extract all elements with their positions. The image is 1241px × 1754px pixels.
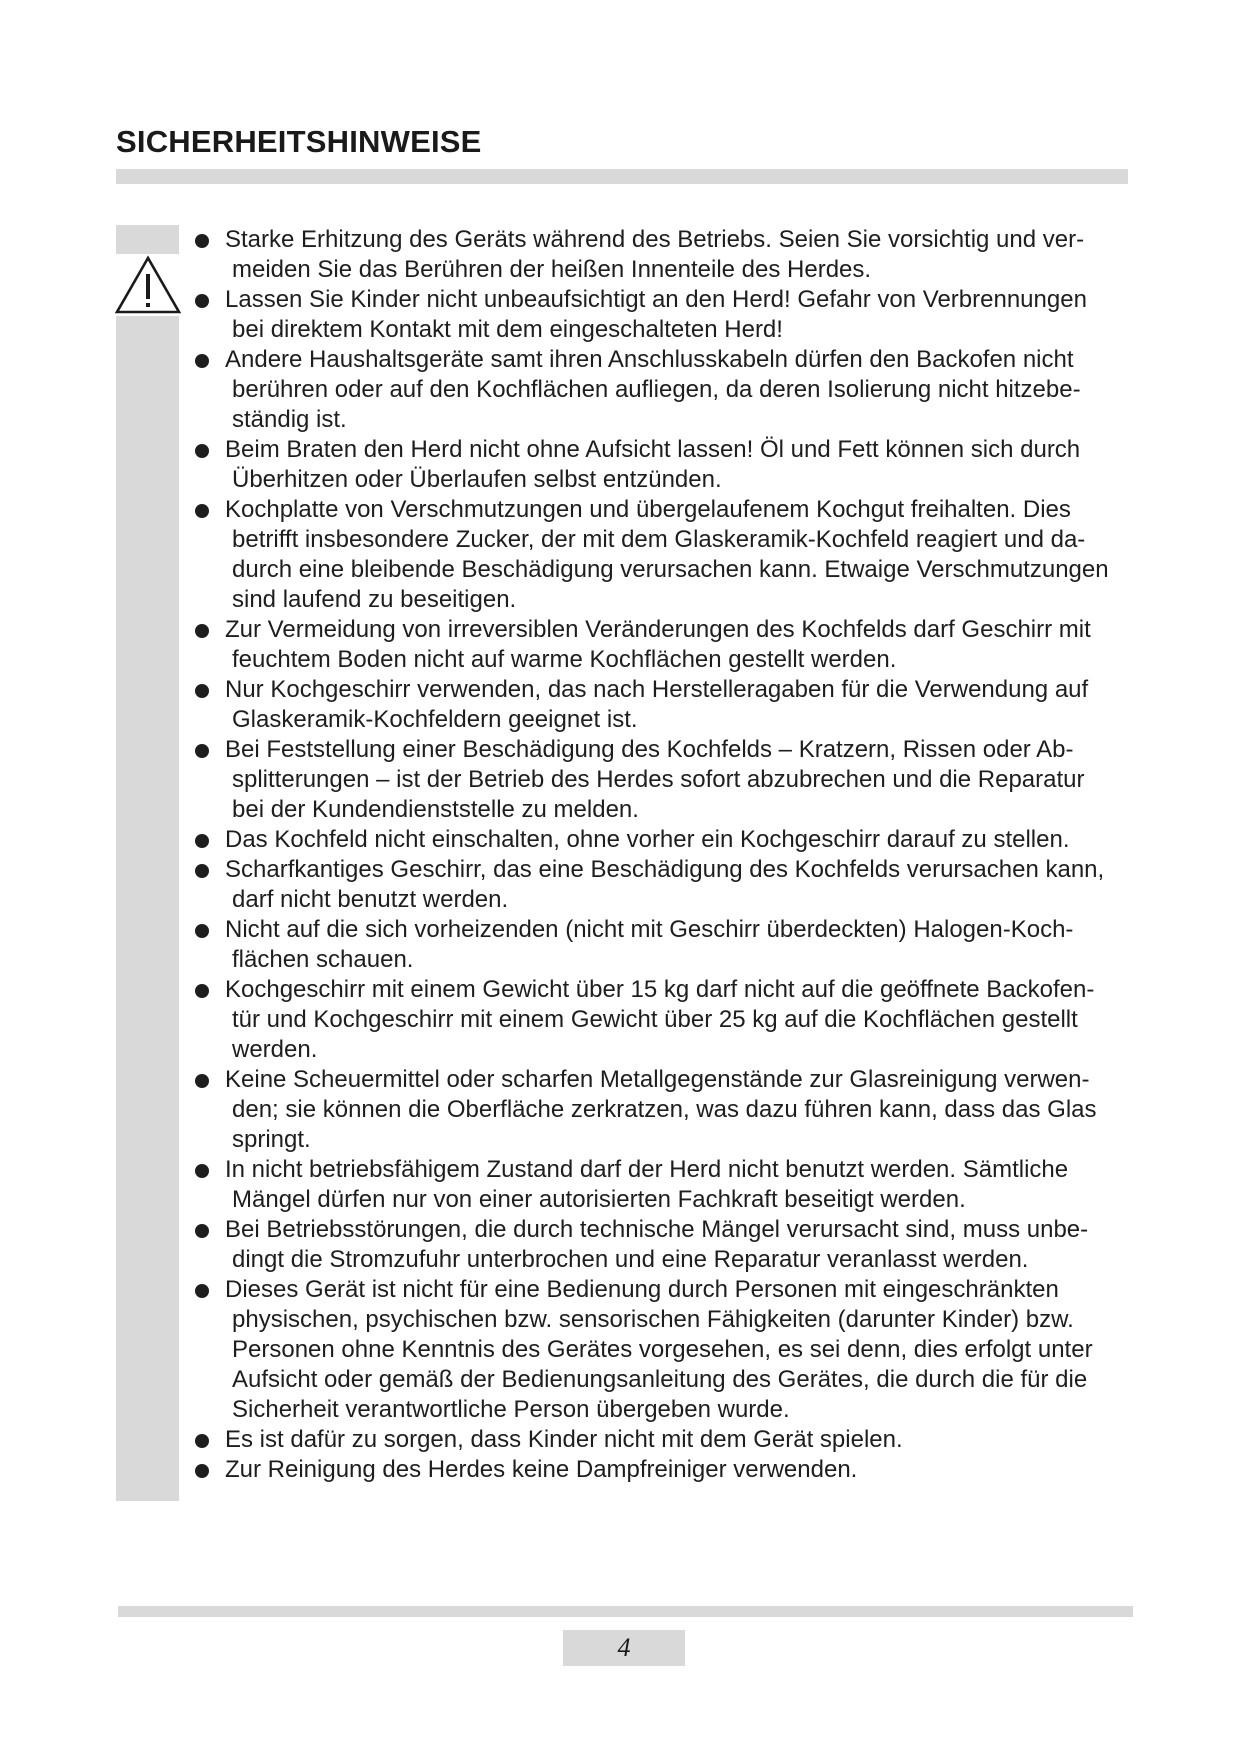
list-item-line: feuchtem Boden nicht auf warme Kochflächen gestellt werden. (232, 646, 897, 673)
list-item (189, 1275, 1164, 1425)
list-item-line: Zur Reinigung des Herdes keine Dampfreiniger verwenden. (225, 1456, 858, 1483)
list-item-line: Sicherheit verantwortliche Person übergeben wurde. (232, 1396, 790, 1423)
list-item (189, 225, 1164, 285)
bullet-icon (195, 744, 209, 758)
list-item-line: betrifft insbesondere Zucker, der mit dem Glaskeramik-Kochfeld reagiert und da- (232, 526, 1086, 553)
list-item-line: Zur Vermeidung von irreversiblen Veränderungen des Kochfelds darf Geschirr mit (225, 616, 1091, 643)
list-item-line: Glaskeramik-Kochfeldern geeignet ist. (232, 706, 638, 733)
bullet-icon (195, 504, 209, 518)
list-item (189, 1425, 1164, 1455)
list-item-line: physischen, psychischen bzw. sensorischen Fähigkeiten (darunter Kinder) bzw. (232, 1306, 1074, 1333)
list-item-line: Starke Erhitzung des Geräts während des Betriebs. Seien Sie vorsichtig und ver- (225, 226, 1085, 253)
bullet-icon (195, 354, 209, 368)
list-item-line: flächen schauen. (232, 946, 414, 973)
bullet-icon (195, 834, 209, 848)
list-item (189, 495, 1164, 615)
bullet-icon (195, 1164, 209, 1178)
bullet-icon (195, 684, 209, 698)
bullet-icon (195, 924, 209, 938)
list-item-line: Beim Braten den Herd nicht ohne Aufsicht lassen! Öl und Fett können sich durch (225, 436, 1081, 463)
list-item (189, 1215, 1164, 1275)
list-item-line: den; sie können die Oberfläche zerkratzen, was dazu führen kann, dass das Glas (232, 1096, 1097, 1123)
list-item-line: berühren oder auf den Kochflächen aufliegen, da deren Isolierung nicht hitzebe- (232, 376, 1081, 403)
safety-instructions-list (189, 225, 1164, 1485)
list-item-line: werden. (232, 1036, 318, 1063)
list-item-line: In nicht betriebsfähigem Zustand darf der Herd nicht benutzt werden. Sämtliche (225, 1156, 1069, 1183)
list-item-line: durch eine bleibende Beschädigung verursachen kann. Etwaige Verschmutzungen (232, 556, 1109, 583)
list-item-line: splitterungen – ist der Betrieb des Herdes sofort abzubrechen und die Reparatur (232, 766, 1085, 793)
bullet-icon (195, 1074, 209, 1088)
list-item-line: Überhitzen oder Überlaufen selbst entzünden. (232, 466, 722, 493)
title-divider (116, 169, 1128, 184)
list-item (189, 1065, 1164, 1155)
list-item-line: Bei Betriebsstörungen, die durch technische Mängel verursacht sind, muss unbe- (225, 1216, 1089, 1243)
list-item-line: Das Kochfeld nicht einschalten, ohne vorher ein Kochgeschirr darauf zu stellen. (225, 826, 1070, 853)
list-item-line: sind laufend zu beseitigen. (232, 586, 517, 613)
warning-triangle-icon (114, 254, 182, 316)
list-item-line: Andere Haushaltsgeräte samt ihren Anschlusskabeln dürfen den Backofen nicht (225, 346, 1074, 373)
page-number: 4 (563, 1630, 685, 1666)
list-item-line: bei der Kundendienststelle zu melden. (232, 796, 639, 823)
bullet-icon (195, 234, 209, 248)
list-item-line: darf nicht benutzt werden. (232, 886, 509, 913)
list-item (189, 735, 1164, 825)
list-item (189, 1455, 1164, 1485)
list-item-line: ständig ist. (232, 406, 347, 433)
list-item-line: Mängel dürfen nur von einer autorisierten Fachkraft beseitigt werden. (232, 1186, 966, 1213)
bullet-icon (195, 864, 209, 878)
bullet-icon (195, 444, 209, 458)
list-item-line: dingt die Stromzufuhr unterbrochen und eine Reparatur veranlasst werden. (232, 1246, 1029, 1273)
list-item (189, 825, 1164, 855)
bullet-icon (195, 1434, 209, 1448)
bullet-icon (195, 1284, 209, 1298)
list-item-line: Nicht auf die sich vorheizenden (nicht mit Geschirr überdeckten) Halogen-Koch- (225, 916, 1074, 943)
list-item-line: tür und Kochgeschirr mit einem Gewicht über 25 kg auf die Kochflächen gestellt (232, 1006, 1078, 1033)
list-item (189, 915, 1164, 975)
list-item (189, 345, 1164, 435)
list-item-line: Bei Feststellung einer Beschädigung des Kochfelds – Kratzern, Rissen oder Ab- (225, 736, 1074, 763)
list-item-line: Lassen Sie Kinder nicht unbeaufsichtigt an den Herd! Gefahr von Verbrennungen (225, 286, 1087, 313)
list-item-line: Personen ohne Kenntnis des Gerätes vorgesehen, es sei denn, dies erfolgt unter (232, 1336, 1093, 1363)
list-item (189, 285, 1164, 345)
list-item (189, 675, 1164, 735)
bullet-icon (195, 984, 209, 998)
list-item (189, 1155, 1164, 1215)
list-item-line: Dieses Gerät ist nicht für eine Bedienung durch Personen mit eingeschränkten (225, 1276, 1059, 1303)
bullet-icon (195, 1224, 209, 1238)
list-item-line: Kochplatte von Verschmutzungen und übergelaufenem Kochgut freihalten. Dies (225, 496, 1071, 523)
footer-divider (118, 1606, 1133, 1617)
bullet-icon (195, 294, 209, 308)
list-item-line: Es ist dafür zu sorgen, dass Kinder nicht mit dem Gerät spielen. (225, 1426, 903, 1453)
bullet-icon (195, 624, 209, 638)
list-item (189, 855, 1164, 915)
list-item (189, 615, 1164, 675)
list-item-line: Keine Scheuermittel oder scharfen Metallgegenstände zur Glasreinigung verwen- (225, 1066, 1090, 1093)
list-item (189, 435, 1164, 495)
warning-sidebar (116, 225, 179, 1501)
page-title: SICHERHEITSHINWEISE (116, 124, 482, 159)
list-item-line: Kochgeschirr mit einem Gewicht über 15 kg darf nicht auf die geöffnete Backofen- (225, 976, 1095, 1003)
list-item-line: springt. (232, 1126, 311, 1153)
list-item-line: Aufsicht oder gemäß der Bedienungsanleitung des Gerätes, die durch die für die (232, 1366, 1088, 1393)
bullet-icon (195, 1464, 209, 1478)
list-item-line: Nur Kochgeschirr verwenden, das nach Herstelleragaben für die Verwendung auf (225, 676, 1089, 703)
list-item-line: meiden Sie das Berühren der heißen Innenteile des Herdes. (232, 256, 872, 283)
list-item-line: Scharfkantiges Geschirr, das eine Beschädigung des Kochfelds verursachen kann, (225, 856, 1105, 883)
list-item-line: bei direktem Kontakt mit dem eingeschalteten Herd! (232, 316, 783, 343)
list-item (189, 975, 1164, 1065)
